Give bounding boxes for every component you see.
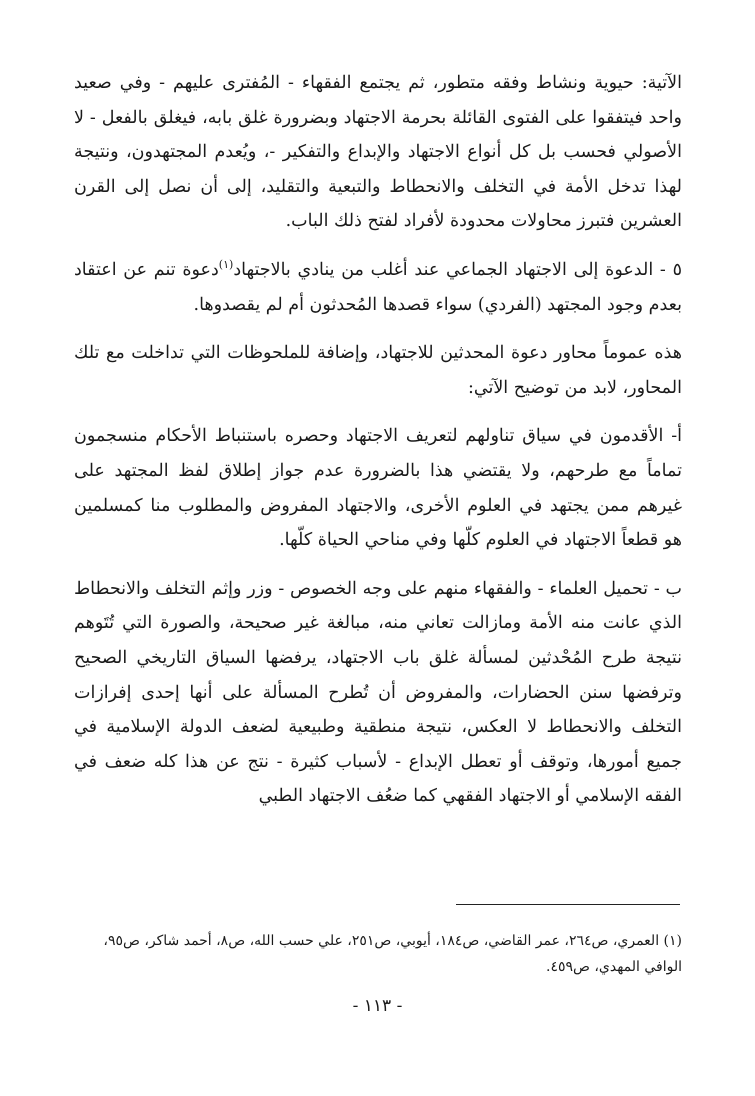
main-text: [74, 66, 682, 828]
paragraph-continuation: الآتية: حيوية ونشاط وفقه متطور، ثم يجتمع الفقهاء - المُفترى عليهم - وفي صعيد واحد فيتفقوا على الفتوى القائلة بحرمة الاجتهاد وبضرورة غلق بابه، فيغلق بالفعل - لا الأصولي فحسب بل كل أنواع الاجتهاد والإبداع والتفكير -، ويُعدم المجتهدون، ونتيجة لهذا تدخل الأمة في التخلف والانحطاط والتبعية والتقليد، إلى أن نصل إلى القرن العشرين فتبرز محاولات محدودة لأفراد لفتح ذلك الباب.: [74, 73, 682, 232]
footnote-reference-1[interactable]: (١): [218, 258, 234, 272]
point-5-text-end: دعوة تنم عن اعتقاد بعدم وجود المجتهد (الفردي) سواء قصدها المُحدثون أم لم يقصدوها.: [74, 259, 682, 315]
paragraph-point-b: ب - تحميل العلماء - والفقهاء منهم على وجه الخصوص - وزر وإثم التخلف والانحطاط الذي عانت منه الأمة ومازالت تعاني منه، مبالغة غير صحيحة، والصورة التي تُتَوهم نتيجة طرح المُحْدثين لمسألة غلق باب الاجتهاد، يرفضها السياق التاريخي الصحيح وترفضها سنن الحضارات، والمفروض أن تُطرح المسألة على أنها إحدى إفرازات التخلف والانحطاط لا العكس، نتيجة منطقية وطبيعية لضعف الدولة الإسلامية في جميع أمورها، وتوقف أو تعطل الإبداع - لأسباب كثيرة - نتج عن هذا كله ضعف في الفقه الإسلامي أو الاجتهاد الفقهي كما ضعُف الاجتهاد الطبي: [74, 578, 682, 807]
paragraph-point-a: أ- الأقدمون في سياق تناولهم لتعريف الاجتهاد وحصره باستنباط الأحكام منسجمون تماماً مع طرحهم، ولا يقتضي هذا بالضرورة عدم جواز إطلاق لفظ المجتهد على غيرهم ممن يجتهد في العلوم الأخرى، والاجتهاد المفروض والمطلوب منا كمسلمين هو قطعاً الاجتهاد في العلوم كلّها وفي مناحي الحياة كلّها.: [74, 426, 682, 551]
paragraph-summary: هذه عموماً محاور دعوة المحدثين للاجتهاد، وإضافة للملحوظات التي تداخلت مع تلك المحاور، لابد من توضيح الآتي:: [74, 343, 682, 398]
footnote-1: (١) العمري، ص٢٦٤، عمر القاضي، ص١٨٤، أيوبي، ص٢٥١، علي حسب الله، ص٨، أحمد شاكر، ص٩٥، الوافي المهدي، ص٤٥٩.: [103, 933, 682, 975]
footnote-divider: [456, 904, 680, 905]
point-5-text: ٥ - الدعوة إلى الاجتهاد الجماعي عند أغلب من ينادي بالاجتهاد: [233, 259, 682, 280]
paragraph-point-5: [74, 253, 682, 322]
page-number: - ١١٣ -: [352, 996, 403, 1016]
